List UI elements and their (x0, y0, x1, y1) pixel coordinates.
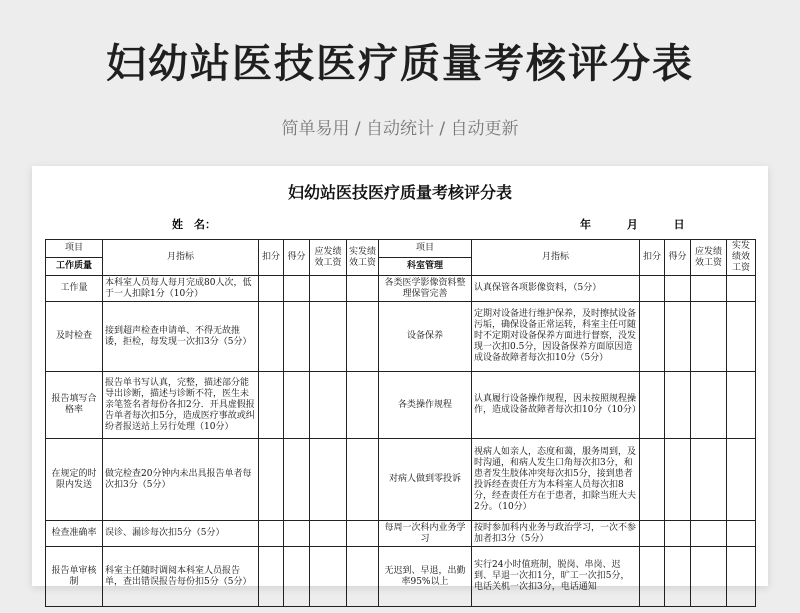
table-header-row (46, 240, 756, 258)
left-item: 工作量 (46, 276, 103, 302)
score-cell[interactable] (284, 439, 310, 521)
left-item: 报告单审核制 (46, 547, 103, 607)
should-pay-cell[interactable] (691, 547, 727, 607)
left-indicator: 接到超声检查申请单、不得无故推诿，拒检，每发现一次扣3分（5分） (103, 302, 259, 372)
left-indicator: 报告单书写认真，完整，描述部分能导出诊断，描述与诊断不符，医生未亲笔签名者每份各扣2分．开具虚假报告单者每次扣5分，造成医疗事故或纠纷者报送站上另行处理（10分） (103, 372, 259, 439)
header-score-right: 得分 (665, 240, 691, 276)
section-work-quality: 工作质量 (46, 258, 103, 276)
should-pay-cell[interactable] (691, 372, 727, 439)
actual-pay-cell[interactable] (347, 372, 379, 439)
score-cell[interactable] (665, 276, 691, 302)
date-label: 年 月 日 (580, 218, 685, 231)
header-actual-pay-left: 实发绩效工资 (347, 240, 379, 276)
score-cell[interactable] (284, 302, 310, 372)
left-indicator: 本科室人员每人每月完成80人次，低于一人扣除1分（10分） (103, 276, 259, 302)
right-indicator: 认真履行设备操作规程，因未按照规程操作，造成设备故障者每次扣10分（10分） (472, 372, 640, 439)
header-deduct-right: 扣分 (640, 240, 665, 276)
right-indicator: 按时参加科内业务与政治学习，一次不参加者扣3分（5分） (472, 521, 640, 547)
score-table (45, 239, 756, 607)
deduct-cell[interactable] (259, 439, 284, 521)
right-item: 无迟到、早退，出勤率95%以上 (379, 547, 472, 607)
hero-subtitle: 简单易用 / 自动统计 / 自动更新 (281, 119, 519, 139)
header-score-left: 得分 (284, 240, 310, 276)
score-cell[interactable] (284, 276, 310, 302)
should-pay-cell[interactable] (691, 276, 727, 302)
table-row (46, 547, 756, 607)
actual-pay-cell[interactable] (347, 439, 379, 521)
name-label: 姓 名： (172, 218, 216, 231)
left-indicator: 科室主任随时调阅本科室人员报告单，查出错误报告每份扣5分（5分） (103, 547, 259, 607)
should-pay-cell[interactable] (310, 521, 347, 547)
header-should-pay-right: 应发绩效工资 (691, 240, 727, 276)
table-row (46, 302, 756, 372)
score-cell[interactable] (284, 372, 310, 439)
right-item: 对病人做到零投诉 (379, 439, 472, 521)
should-pay-cell[interactable] (691, 521, 727, 547)
section-department-management: 科室管理 (379, 258, 472, 276)
actual-pay-cell[interactable] (347, 302, 379, 372)
should-pay-cell[interactable] (310, 276, 347, 302)
left-indicator: 误诊、漏诊每次扣5分（5分） (103, 521, 259, 547)
right-indicator: 认真保管各项影像资料，（5分） (472, 276, 640, 302)
right-indicator: 定期对设备进行维护保养，及时擦拭设备污垢，确保设备正常运转，科室主任可随时不定期对设备保养方面进行督察，没发现一次扣0.5分，因设备保养方面原因造成设备故障者每次扣10分（5分） (472, 302, 640, 372)
hero-title: 妇幼站医技医疗质量考核评分表 (106, 41, 694, 87)
table-row (46, 276, 756, 302)
actual-pay-cell[interactable] (727, 521, 756, 547)
actual-pay-cell[interactable] (347, 547, 379, 607)
deduct-cell[interactable] (640, 302, 665, 372)
deduct-cell[interactable] (259, 372, 284, 439)
document-sheet (32, 166, 768, 592)
table-row (46, 439, 756, 521)
table-row (46, 521, 756, 547)
actual-pay-cell[interactable] (347, 521, 379, 547)
right-indicator: 视病人如亲人，态度和蔼，服务周到，及时沟通，和病人发生口角每次扣3分，和患者发生肢体冲突每次扣5分，接到患者投诉经查责任方为本科室人员每次扣8分，经查责任方在于患者，扣除当班大夫2分。（10分） (472, 439, 640, 521)
score-cell[interactable] (665, 521, 691, 547)
should-pay-cell[interactable] (310, 547, 347, 607)
actual-pay-cell[interactable] (727, 302, 756, 372)
header-actual-pay-right: 实发绩效工资 (727, 240, 756, 276)
right-item: 设备保养 (379, 302, 472, 372)
left-indicator: 做完检查20分钟内未出具报告单者每次扣3分（5分） (103, 439, 259, 521)
header-item-left: 项目 (46, 240, 103, 258)
header-deduct-left: 扣分 (259, 240, 284, 276)
header-indicator-left: 月指标 (103, 240, 259, 276)
header-indicator-right: 月指标 (472, 240, 640, 276)
score-cell[interactable] (284, 521, 310, 547)
table-row (46, 372, 756, 439)
score-cell[interactable] (665, 547, 691, 607)
actual-pay-cell[interactable] (727, 547, 756, 607)
deduct-cell[interactable] (640, 521, 665, 547)
deduct-cell[interactable] (259, 547, 284, 607)
should-pay-cell[interactable] (310, 372, 347, 439)
score-cell[interactable] (665, 372, 691, 439)
deduct-cell[interactable] (640, 547, 665, 607)
should-pay-cell[interactable] (691, 302, 727, 372)
score-cell[interactable] (284, 547, 310, 607)
deduct-cell[interactable] (259, 302, 284, 372)
actual-pay-cell[interactable] (727, 372, 756, 439)
right-item: 每周一次科内业务学习 (379, 521, 472, 547)
right-indicator: 实行24小时值班制，脱岗、串岗、迟到、早退一次扣1分，旷工一次扣5分，电话关机一次扣3分，电话通知 (472, 547, 640, 607)
header-should-pay-left: 应发绩效工资 (310, 240, 347, 276)
actual-pay-cell[interactable] (727, 276, 756, 302)
left-item: 检查准确率 (46, 521, 103, 547)
deduct-cell[interactable] (640, 439, 665, 521)
should-pay-cell[interactable] (691, 439, 727, 521)
should-pay-cell[interactable] (310, 439, 347, 521)
right-item: 各类操作规程 (379, 372, 472, 439)
actual-pay-cell[interactable] (727, 439, 756, 521)
deduct-cell[interactable] (259, 276, 284, 302)
score-cell[interactable] (665, 439, 691, 521)
deduct-cell[interactable] (640, 276, 665, 302)
document-title: 妇幼站医技医疗质量考核评分表 (287, 183, 512, 202)
should-pay-cell[interactable] (310, 302, 347, 372)
actual-pay-cell[interactable] (347, 276, 379, 302)
deduct-cell[interactable] (640, 372, 665, 439)
deduct-cell[interactable] (259, 521, 284, 547)
right-item: 各类医学影像资料整理保管完善 (379, 276, 472, 302)
left-item: 及时检查 (46, 302, 103, 372)
left-item: 报告填写合格率 (46, 372, 103, 439)
header-item-right: 项目 (379, 240, 472, 258)
left-item: 在规定的时限内发送 (46, 439, 103, 521)
score-cell[interactable] (665, 302, 691, 372)
